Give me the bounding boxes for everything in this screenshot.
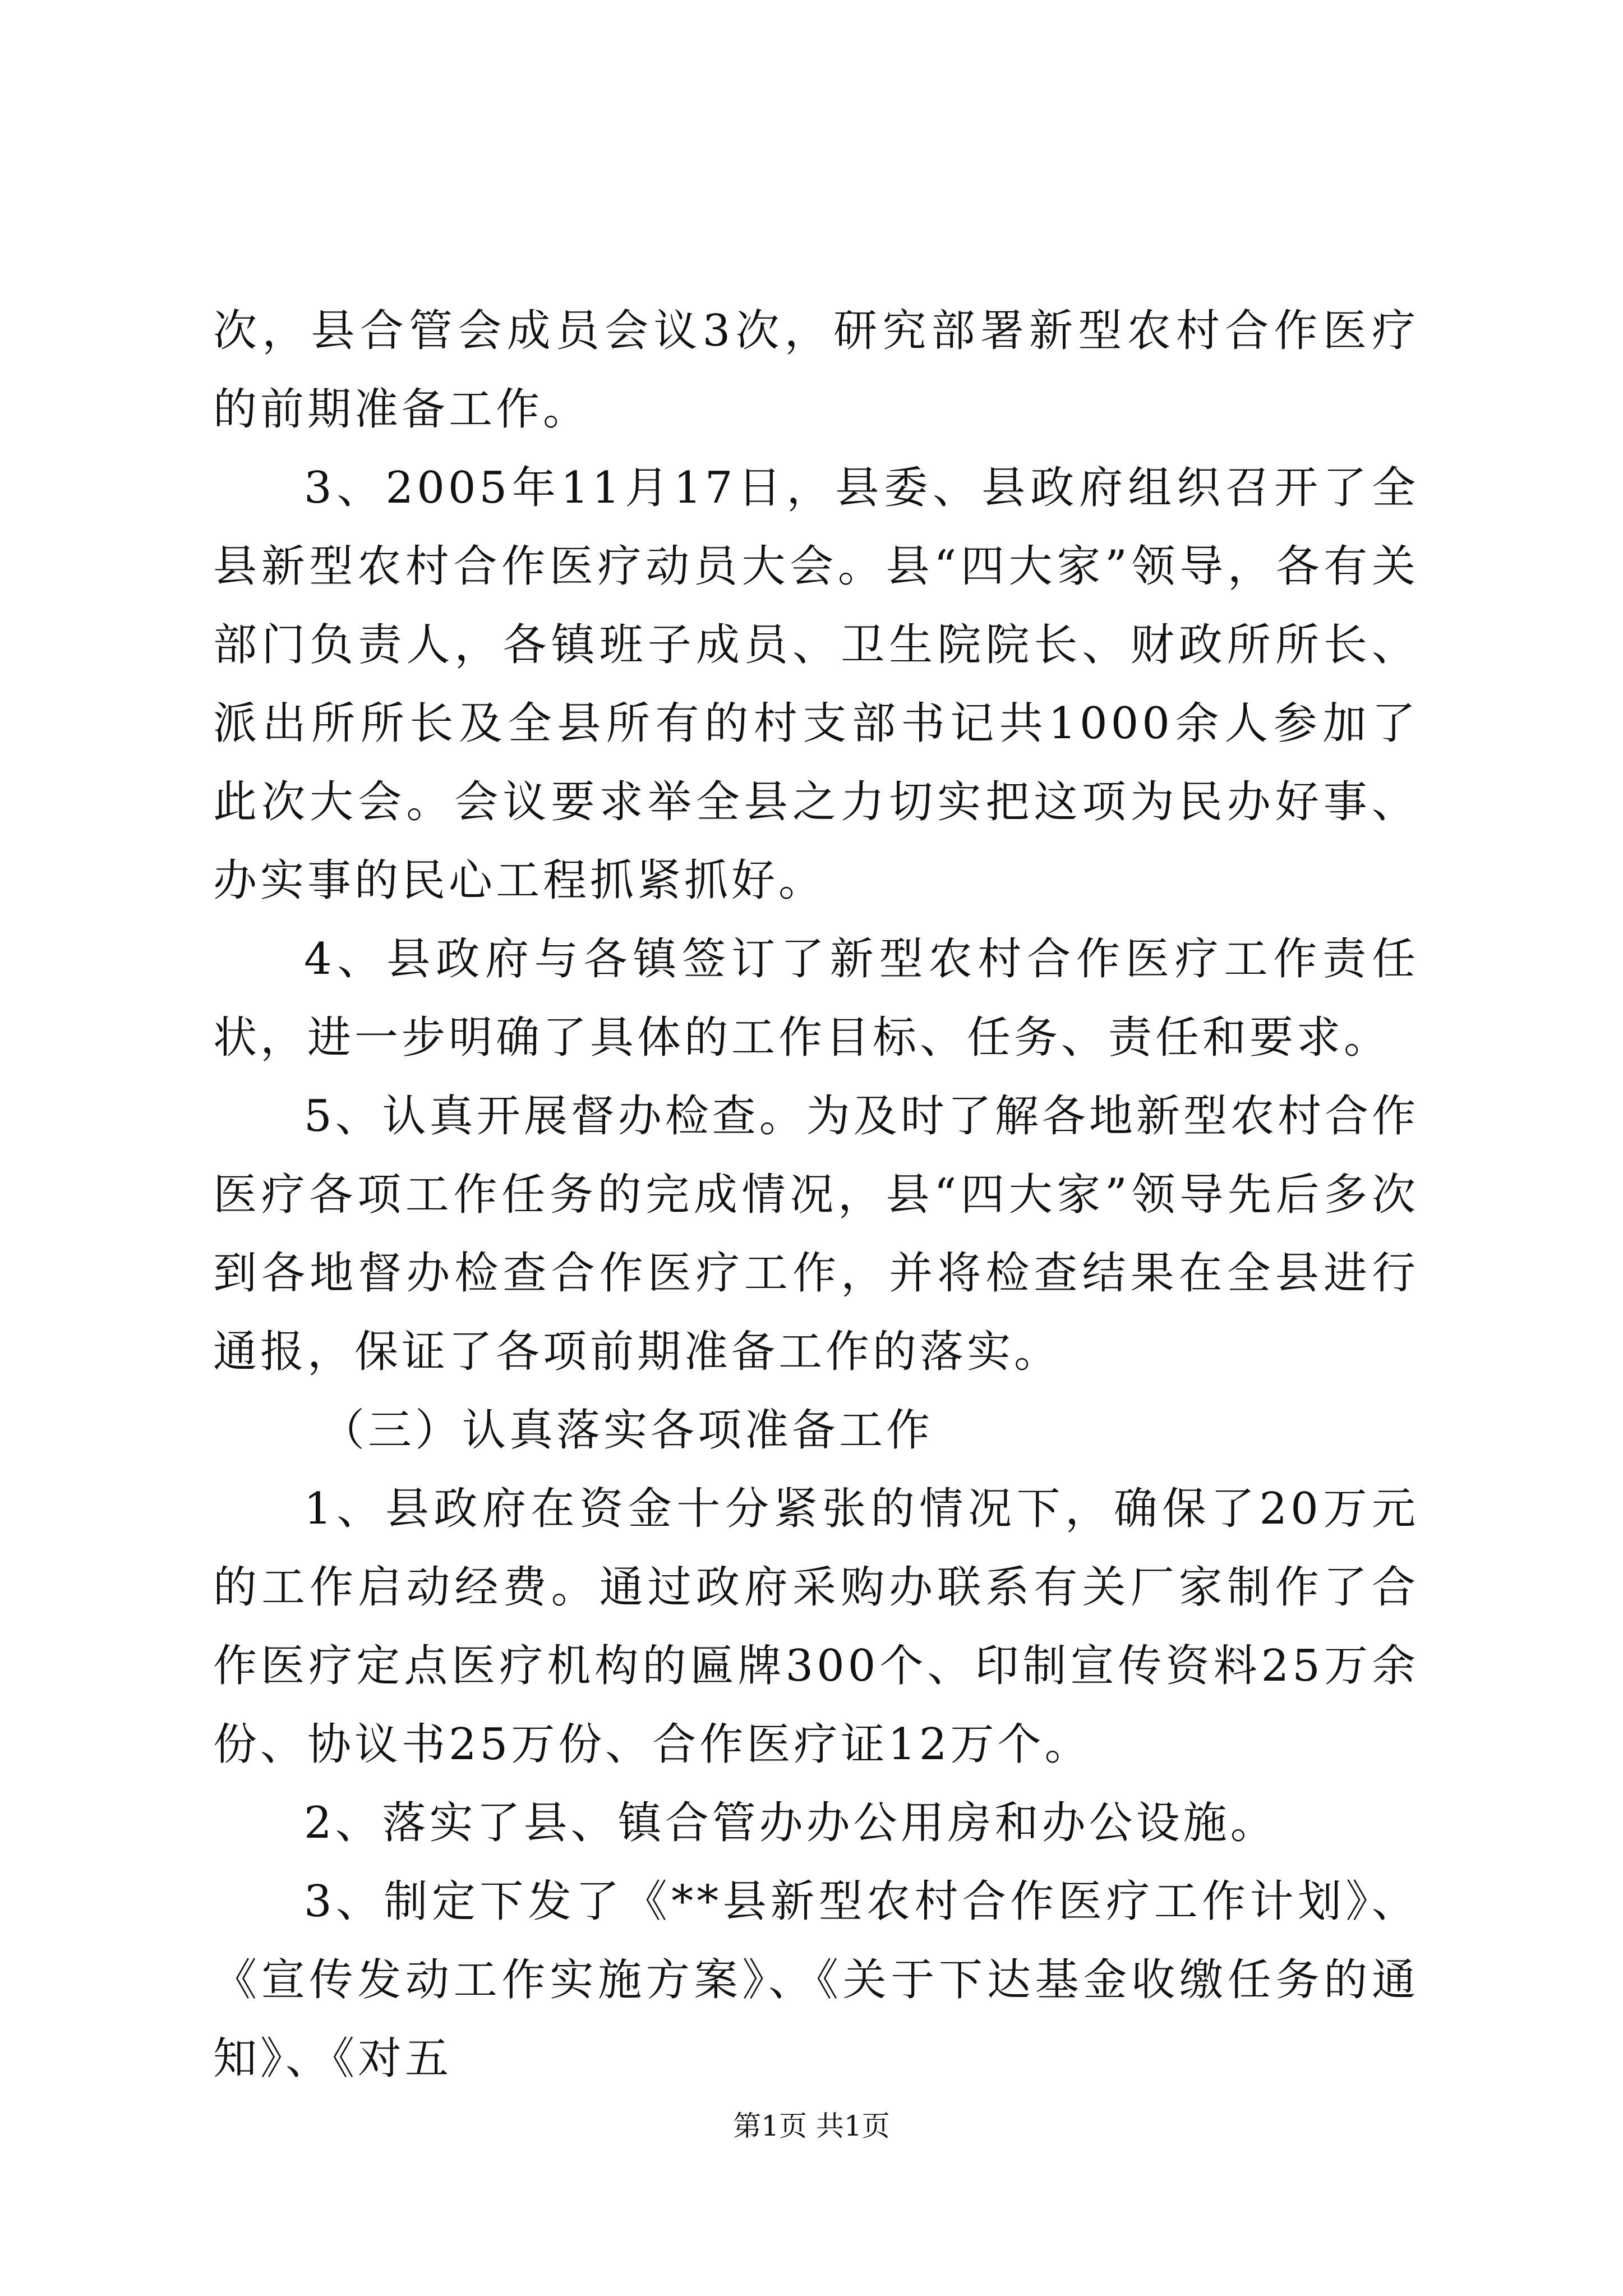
page-number-label: 第1页 共1页 [733, 2110, 890, 2142]
paragraph-5: 1、县政府在资金十分紧张的情况下，确保了20万元的工作启动经费。通过政府采购办联系有关厂家制作了合作医疗定点医疗机构的匾牌300个、印制宣传资料25万余份、协议书25万份、合作医疗证12万个。 [213, 1484, 1419, 1770]
page-footer [0, 2106, 1623, 2146]
paragraph-2: 4、县政府与各镇签订了新型农村合作医疗工作责任状，进一步明确了具体的工作目标、任务、责任和要求。 [213, 934, 1419, 1063]
paragraph-7: 3、制定下发了《**县新型农村合作医疗工作计划》、《宣传发动工作实施方案》、《关于下达基金收缴任务的通知》、《对五 [213, 1876, 1419, 2084]
paragraph-3: 5、认真开展督办检查。为及时了解各地新型农村合作医疗各项工作任务的完成情况，县“四大家”领导先后多次到各地督办检查合作医疗工作，并将检查结果在全县进行通报，保证了各项前期准备工作的落实。 [213, 1091, 1419, 1377]
section-heading: （三）认真落实各项准备工作 [321, 1405, 934, 1456]
paragraph-0: 次，县合管会成员会议3次，研究部署新型农村合作医疗的前期准备工作。 [213, 306, 1419, 435]
document-body [213, 292, 1419, 2098]
paragraph-6: 2、落实了县、镇合管办办公用房和办公设施。 [304, 1798, 1278, 1848]
paragraph-1: 3、2005年11月17日，县委、县政府组织召开了全县新型农村合作医疗动员大会。县“四大家”领导，各有关部门负责人，各镇班子成员、卫生院院长、财政所所长、派出所所长及全县所有的村支部书记共1000余人参加了此次大会。会议要求举全县之力切实把这项为民办好事、办实事的民心工程抓紧抓好。 [213, 463, 1419, 906]
